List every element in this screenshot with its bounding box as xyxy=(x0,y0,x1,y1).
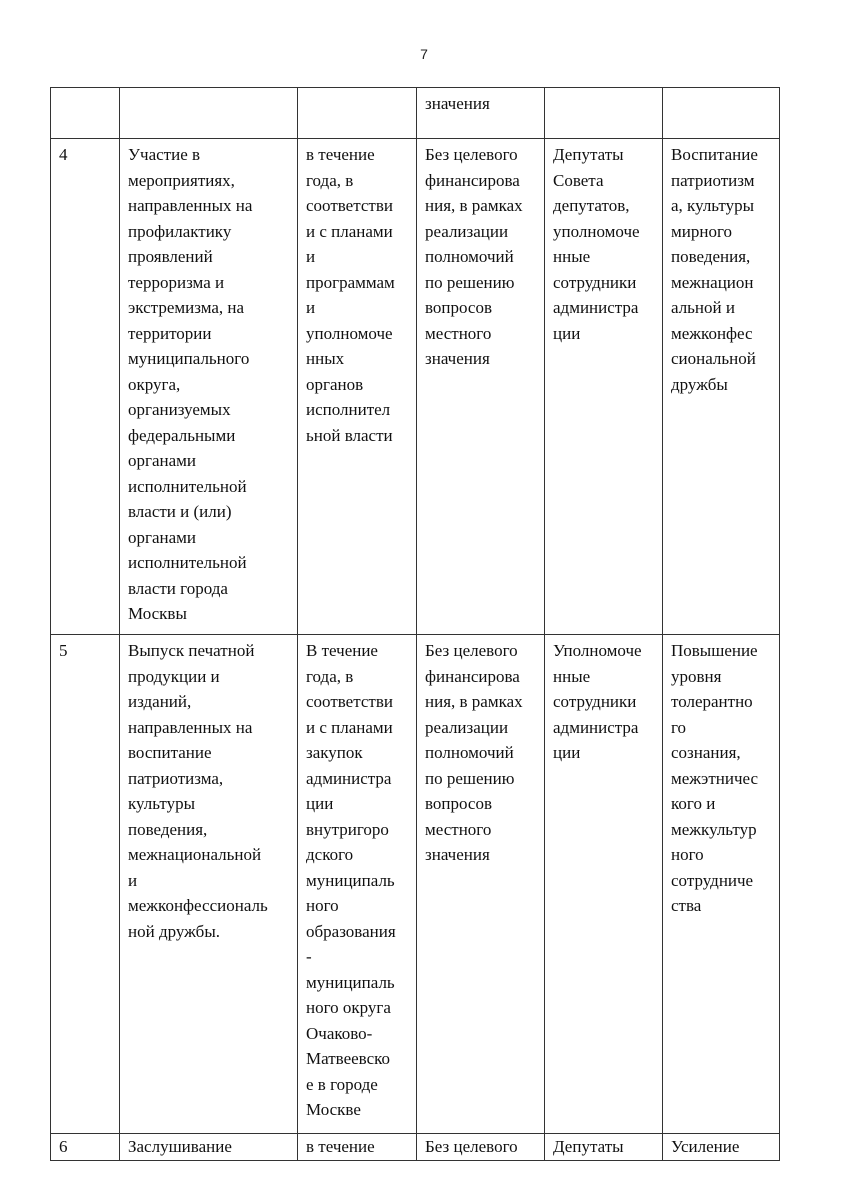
table-row xyxy=(51,88,780,139)
cell-text-line: уровня xyxy=(671,666,722,686)
executors-cell xyxy=(545,88,663,139)
cell-text-line: местного xyxy=(425,323,492,343)
cell-text-line: сознания, xyxy=(671,743,741,762)
cell-text-line: Очаково- xyxy=(306,1023,373,1043)
cell-text-line: значения xyxy=(425,94,490,113)
cell-text-line: дружбы xyxy=(671,374,728,394)
cell-text-line: Без целевого xyxy=(425,1137,518,1156)
cell-text-line: и с планами xyxy=(306,717,393,737)
cell-text-line: вопросов xyxy=(425,298,493,317)
activity-cell xyxy=(120,1134,298,1161)
cell-text-line: закупок xyxy=(306,743,363,762)
cell-text-line: реализации xyxy=(425,717,509,737)
result-cell xyxy=(663,1134,780,1161)
cell-text-line: Участие в xyxy=(128,145,201,164)
cell-text-line: ния, в рамках xyxy=(425,196,523,215)
cell-text-line: полномочий xyxy=(425,247,514,266)
cell-text-line: изданий, xyxy=(128,692,192,711)
cell-text-line: Уполномоче xyxy=(553,641,642,660)
cell-text-line: Москвы xyxy=(128,604,187,623)
cell-text-line: межнациональной xyxy=(128,845,262,864)
cell-text-line: организуемых xyxy=(128,400,231,419)
item-number-cell xyxy=(51,139,120,635)
financing-cell xyxy=(417,1134,545,1161)
timing-cell xyxy=(298,88,417,139)
cell-text-line: ного xyxy=(306,896,339,915)
item-number-cell xyxy=(51,88,120,139)
financing-cell xyxy=(417,635,545,1134)
cell-text-line: власти города xyxy=(128,578,228,598)
item-number-cell xyxy=(51,1134,120,1161)
cell-text-line: органов xyxy=(306,374,364,394)
cell-text-line: уполномоче xyxy=(553,221,640,241)
cell-text: 4 xyxy=(59,145,68,164)
cell-text-line: ции xyxy=(553,743,581,762)
cell-text-line: депутатов, xyxy=(553,196,630,215)
cell-text-line: терроризма и xyxy=(128,272,225,292)
cell-text-line: межконфес xyxy=(671,323,753,343)
cell-text-line: федеральными xyxy=(128,425,236,445)
activity-cell xyxy=(120,88,298,139)
cell-text-line: поведения, xyxy=(128,819,208,839)
cell-text-line: альной и xyxy=(671,298,735,317)
cell-text-line: программам xyxy=(306,272,395,292)
result-cell xyxy=(663,88,780,139)
cell-text-line: ного xyxy=(671,845,704,864)
cell-text-line: межнацион xyxy=(671,272,754,292)
cell-text: 6 xyxy=(59,1137,68,1156)
cell-text-line: го xyxy=(671,717,687,737)
cell-text-line: власти и (или) xyxy=(128,502,232,521)
cell-text-line: межэтничес xyxy=(671,768,759,788)
cell-text-line: администра xyxy=(306,768,392,788)
cell-text-line: уполномоче xyxy=(306,323,393,343)
table-row xyxy=(51,139,780,635)
table-row xyxy=(51,1134,780,1161)
timing-cell xyxy=(298,139,417,635)
timing-cell xyxy=(298,635,417,1134)
activity-cell xyxy=(120,635,298,1134)
cell-text-line: и xyxy=(306,247,316,266)
cell-text-line: профилактику xyxy=(128,221,232,241)
table-row xyxy=(51,635,780,1134)
cell-text-line: мероприятиях, xyxy=(128,170,235,190)
cell-text-line: нных xyxy=(306,349,345,368)
measures-table xyxy=(50,87,780,1161)
cell-text-line: сотрудники xyxy=(553,272,637,292)
cell-text-line: вопросов xyxy=(425,794,493,813)
cell-text-line: и xyxy=(128,870,138,890)
cell-text-line: Воспитание xyxy=(671,145,758,164)
cell-text-line: патриотизм xyxy=(671,170,755,190)
result-cell xyxy=(663,635,780,1134)
cell-text-line: исполнител xyxy=(306,400,391,419)
executors-cell xyxy=(545,139,663,635)
cell-text-line: а, культуры xyxy=(671,196,755,215)
cell-text-line: в течение xyxy=(306,1137,375,1156)
cell-text-line: Депутаты xyxy=(553,145,624,164)
activity-cell xyxy=(120,139,298,635)
financing-cell xyxy=(417,139,545,635)
cell-text-line: администра xyxy=(553,717,639,737)
cell-text-line: соответстви xyxy=(306,692,393,711)
cell-text: 5 xyxy=(59,641,68,660)
cell-text-line: округа, xyxy=(128,374,181,394)
cell-text-line: органами xyxy=(128,451,197,470)
cell-text-line: продукции и xyxy=(128,666,220,686)
cell-text-line: направленных на xyxy=(128,717,253,737)
cell-text-line: Без целевого xyxy=(425,641,518,660)
cell-text-line: патриотизма, xyxy=(128,768,224,788)
cell-text-line: межкультур xyxy=(671,819,757,839)
executors-cell xyxy=(545,635,663,1134)
cell-text-line: года, в xyxy=(306,666,354,686)
cell-text-line: образования xyxy=(306,921,396,941)
cell-text-line: по решению xyxy=(425,768,515,788)
cell-text-line: сотрудниче xyxy=(671,870,754,890)
cell-text-line: ния, в рамках xyxy=(425,692,523,711)
cell-text-line: финансирова xyxy=(425,170,520,190)
cell-text-line: соответстви xyxy=(306,196,393,215)
cell-text-line: Повышение xyxy=(671,641,758,660)
cell-text-line: года, в xyxy=(306,170,354,190)
cell-text-line: в течение xyxy=(306,145,375,164)
cell-text-line: Депутаты xyxy=(553,1137,624,1156)
cell-text-line: органами xyxy=(128,527,197,547)
cell-text-line: полномочий xyxy=(425,743,514,762)
cell-text-line: сотрудники xyxy=(553,692,637,711)
timing-cell xyxy=(298,1134,417,1161)
cell-text-line: кого и xyxy=(671,794,716,813)
executors-cell xyxy=(545,1134,663,1161)
cell-text-line: ства xyxy=(671,896,702,915)
result-cell xyxy=(663,139,780,635)
cell-text-line: значения xyxy=(425,349,490,368)
cell-text-line: Москве xyxy=(306,1100,361,1119)
item-number-cell xyxy=(51,635,120,1134)
cell-text-line: реализации xyxy=(425,221,509,241)
cell-text-line: муниципаль xyxy=(306,870,395,890)
cell-text-line: исполнительной xyxy=(128,553,247,572)
cell-text-line: толерантно xyxy=(671,692,753,711)
cell-text-line: межконфессиональ xyxy=(128,896,268,915)
cell-text-line: культуры xyxy=(128,794,195,813)
cell-text-line: направленных на xyxy=(128,196,253,215)
cell-text-line: значения xyxy=(425,845,490,864)
cell-text-line: финансирова xyxy=(425,666,520,686)
cell-text-line: сиональной xyxy=(671,349,756,368)
cell-text-line: е в городе xyxy=(306,1074,378,1094)
cell-text-line: территории xyxy=(128,323,212,343)
cell-text-line: Выпуск печатной xyxy=(128,641,255,660)
cell-text-line: экстремизма, на xyxy=(128,298,245,317)
cell-text-line: и с планами xyxy=(306,221,393,241)
cell-text-line: администра xyxy=(553,298,639,317)
cell-text-line: ьной власти xyxy=(306,425,393,445)
cell-text-line: муниципаль xyxy=(306,972,395,992)
cell-text-line: Матвеевско xyxy=(306,1049,391,1068)
cell-text-line: по решению xyxy=(425,272,515,292)
cell-text-line: нные xyxy=(553,666,591,686)
cell-text-line: нные xyxy=(553,247,591,266)
cell-text-line: Совета xyxy=(553,170,604,190)
cell-text-line: - xyxy=(306,947,312,966)
cell-text-line: местного xyxy=(425,819,492,839)
cell-text-line: внутригоро xyxy=(306,819,389,839)
cell-text-line: ции xyxy=(553,323,581,343)
financing-cell xyxy=(417,88,545,139)
cell-text-line: В течение xyxy=(306,641,378,660)
cell-text-line: ной дружбы. xyxy=(128,921,220,941)
cell-text-line: воспитание xyxy=(128,743,212,762)
cell-text-line: Усиление xyxy=(671,1137,740,1156)
cell-text-line: ного округа xyxy=(306,998,391,1017)
cell-text-line: ции xyxy=(306,794,334,813)
cell-text-line: проявлений xyxy=(128,247,213,266)
cell-text-line: дского xyxy=(306,845,354,864)
cell-text-line: поведения, xyxy=(671,247,751,266)
page-number: 7 xyxy=(420,46,428,62)
cell-text-line: Заслушивание xyxy=(128,1137,232,1156)
cell-text-line: муниципального xyxy=(128,349,250,368)
cell-text-line: Без целевого xyxy=(425,145,518,164)
cell-text-line: мирного xyxy=(671,221,733,241)
cell-text-line: исполнительной xyxy=(128,476,247,496)
cell-text-line: и xyxy=(306,298,316,317)
